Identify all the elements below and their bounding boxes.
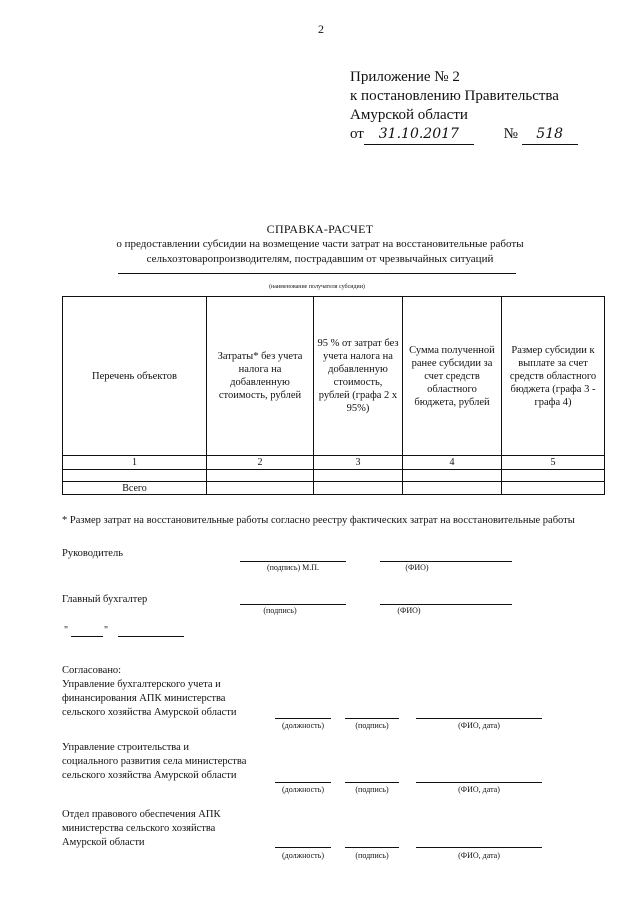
accountant-name-line[interactable] [380, 604, 512, 605]
name-date-caption: (ФИО, дата) [458, 785, 500, 794]
sign-caption: (подпись) [355, 851, 389, 860]
approval-dept-2 [62, 741, 246, 783]
approval-dept-1 [62, 678, 236, 720]
dept-1-line: Управление бухгалтерского учета и [62, 679, 221, 690]
dept-1-signature-line[interactable] [345, 718, 399, 719]
recipient-caption: (наименование получателя субсидии) [269, 284, 365, 290]
position-caption: (должность) [282, 721, 324, 730]
column-number: 2 [207, 456, 314, 470]
head-name-caption: (ФИО) [405, 563, 429, 572]
calculation-table [62, 296, 605, 495]
sign-caption: (подпись) [355, 785, 389, 794]
header-95-percent: 95 % от затрат без учета налога на добавленную стоимость, рублей (графа 2 х 95%) [314, 297, 403, 456]
position-caption: (должность) [282, 851, 324, 860]
dept-1-line: финансирования АПК министерства [62, 693, 226, 704]
accountant-label: Главный бухгалтер [62, 594, 148, 605]
appendix-resolution: к постановлению Правительства [350, 88, 559, 104]
number-prefix: № [503, 126, 518, 142]
dept-3-line: министерства сельского хозяйства [62, 823, 216, 834]
title-subtitle-1: о предоставлении субсидии на возмещение части затрат на восстановительные работы [116, 238, 524, 250]
header-subsidy-payable: Размер субсидии к выплате за счет средств областного бюджета (графа 3 - графа 4) [502, 297, 605, 456]
table-cell[interactable] [314, 482, 403, 495]
agreed-label: Согласовано: [62, 665, 122, 676]
table-cell[interactable] [403, 482, 502, 495]
dept-2-line: сельского хозяйства Амурской области [62, 770, 237, 781]
title-main: СПРАВКА-РАСЧЕТ [266, 222, 374, 236]
column-number: 1 [63, 456, 207, 470]
head-name-line[interactable] [380, 561, 512, 562]
date-quote-open: " [64, 625, 69, 636]
date-month-line[interactable] [118, 636, 184, 637]
appendix-region: Амурской области [350, 107, 468, 123]
date-prefix: от [350, 126, 364, 142]
column-number: 4 [403, 456, 502, 470]
total-label: Всего [63, 482, 207, 495]
title-subtitle-2: сельхозтоваропроизводителям, пострадавшим от чрезвычайных ситуаций [146, 253, 494, 265]
dept-3-line: Амурской области [62, 837, 145, 848]
name-date-caption: (ФИО, дата) [458, 721, 500, 730]
resolution-number: 518 [522, 125, 578, 145]
dept-2-line: Управление строительства и [62, 742, 190, 753]
header-objects: Перечень объектов [63, 297, 207, 456]
accountant-name-caption: (ФИО) [397, 606, 421, 615]
table-cell[interactable] [314, 470, 403, 482]
appendix-block [350, 68, 578, 147]
column-number: 5 [502, 456, 605, 470]
appendix-date-row [350, 125, 578, 147]
name-date-caption: (ФИО, дата) [458, 851, 500, 860]
dept-1-line: сельского хозяйства Амурской области [62, 707, 237, 718]
table-cell[interactable] [403, 470, 502, 482]
dept-3-name-line[interactable] [416, 847, 542, 848]
approval-dept-3 [62, 808, 220, 850]
head-sign-caption: (подпись) М.П. [266, 563, 320, 572]
dept-3-line: Отдел правового обеспечения АПК [62, 809, 221, 820]
dept-3-signature-line[interactable] [345, 847, 399, 848]
table-cell[interactable] [63, 470, 207, 482]
date-day-line[interactable] [71, 636, 103, 637]
recipient-line [118, 273, 516, 274]
table-header-row [63, 297, 605, 456]
resolution-date: 31.10.2017 [364, 125, 474, 145]
dept-1-position-line[interactable] [275, 718, 331, 719]
table-cell[interactable] [502, 470, 605, 482]
document-title [0, 222, 640, 267]
table-column-numbers [63, 456, 605, 470]
head-label: Руководитель [62, 548, 123, 559]
dept-2-position-line[interactable] [275, 782, 331, 783]
appendix-title: Приложение № 2 [350, 69, 460, 85]
dept-2-signature-line[interactable] [345, 782, 399, 783]
header-received-subsidy: Сумма полученной ранее субсидии за счет средств областного бюджета, рублей [403, 297, 502, 456]
table-cell[interactable] [207, 482, 314, 495]
date-quote-close: " [104, 625, 109, 636]
column-number: 3 [314, 456, 403, 470]
head-signature-line[interactable] [240, 561, 346, 562]
header-costs: Затраты* без учета налога на добавленную стоимость, рублей [207, 297, 314, 456]
table-row [63, 470, 605, 482]
dept-1-name-line[interactable] [416, 718, 542, 719]
page-number: 2 [318, 22, 324, 36]
dept-2-name-line[interactable] [416, 782, 542, 783]
table-total-row [63, 482, 605, 495]
position-caption: (должность) [282, 785, 324, 794]
accountant-signature-line[interactable] [240, 604, 346, 605]
dept-3-position-line[interactable] [275, 847, 331, 848]
table-cell[interactable] [207, 470, 314, 482]
table-cell[interactable] [502, 482, 605, 495]
dept-2-line: социального развития села министерства [62, 756, 247, 767]
footnote: * Размер затрат на восстановительные работы согласно реестру фактических затрат на восстановительные работы [62, 515, 575, 526]
sign-caption: (подпись) [355, 721, 389, 730]
accountant-sign-caption: (подпись) [263, 606, 297, 615]
